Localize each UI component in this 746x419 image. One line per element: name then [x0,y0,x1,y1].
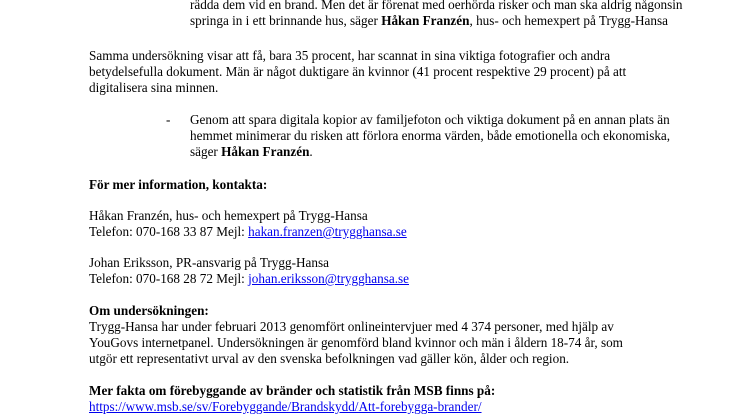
contact-heading: För mer information, kontakta: [89,177,268,192]
about-line1: Trygg-Hansa har under februari 2013 genomfört onlineintervjuer med 4 374 personer, med hjälp av [89,319,614,334]
quote2-text: säger [190,144,222,159]
quote1-line2 [190,13,668,29]
contact2-phone: Telefon: 070-168 28 72 Mejl: [89,271,249,286]
msb-heading: Mer fakta om förebyggande av bränder och statistik från MSB finns på: [89,383,496,398]
quote2-line1: Genom att spara digitala kopior av familjefoton och viktiga dokument på en annan plats än [190,112,670,127]
quote2-speaker: Håkan Franzén [221,144,310,159]
contact1-phone-line [89,224,407,240]
contact2-email-link[interactable]: johan.eriksson@trygghansa.se [248,271,409,286]
quote1-title: , hus- och hemexpert på Trygg-Hansa [469,13,668,28]
about-line2: YouGovs internetpanel. Undersökningen är genomförd bland kvinnor och män i åldern 18-74 år, som [89,335,623,350]
quote1-line1: rädda dem vid en brand. Men det är förenat med oerhörda risker och man ska aldrig någonsin [190,0,683,12]
quote1-text: springa in i ett brinnande hus, säger [190,13,382,28]
msb-url-link[interactable]: https://www.msb.se/sv/Forebyggande/Brandskydd/Att-forebygga-brander/ [89,399,482,414]
quote2-dash: - [166,112,171,127]
contact1-name: Håkan Franzén, hus- och hemexpert på Trygg-Hansa [89,208,368,223]
contact1-email-link[interactable]: hakan.franzen@trygghansa.se [248,224,407,239]
about-heading: Om undersökningen: [89,303,209,318]
msb-url-line [89,399,482,415]
quote1-speaker: Håkan Franzén [381,13,470,28]
contact2-phone-line [89,271,409,287]
contact2-name: Johan Eriksson, PR-ansvarig på Trygg-Hansa [89,255,329,270]
para1-line1: Samma undersökning visar att få, bara 35 procent, har scannat in sina viktiga fotografier och andra [89,48,611,63]
quote2-line2: hemmet minimerar du risken att förlora enorma värden, både emotionella och ekonomiska, [190,128,671,143]
quote2-line3 [190,144,313,160]
quote2-end: . [309,144,313,159]
para1-line2: betydelsefulla dokument. Män är något duktigare än kvinnor (41 procent respektive 29 procent) på att [89,64,627,79]
about-line3: utgör ett representativt urval av den svenska befolkningen vad gäller kön, ålder och region. [89,351,570,366]
contact1-phone: Telefon: 070-168 33 87 Mejl: [89,224,249,239]
para1-line3: digitalisera sina minnen. [89,80,219,95]
